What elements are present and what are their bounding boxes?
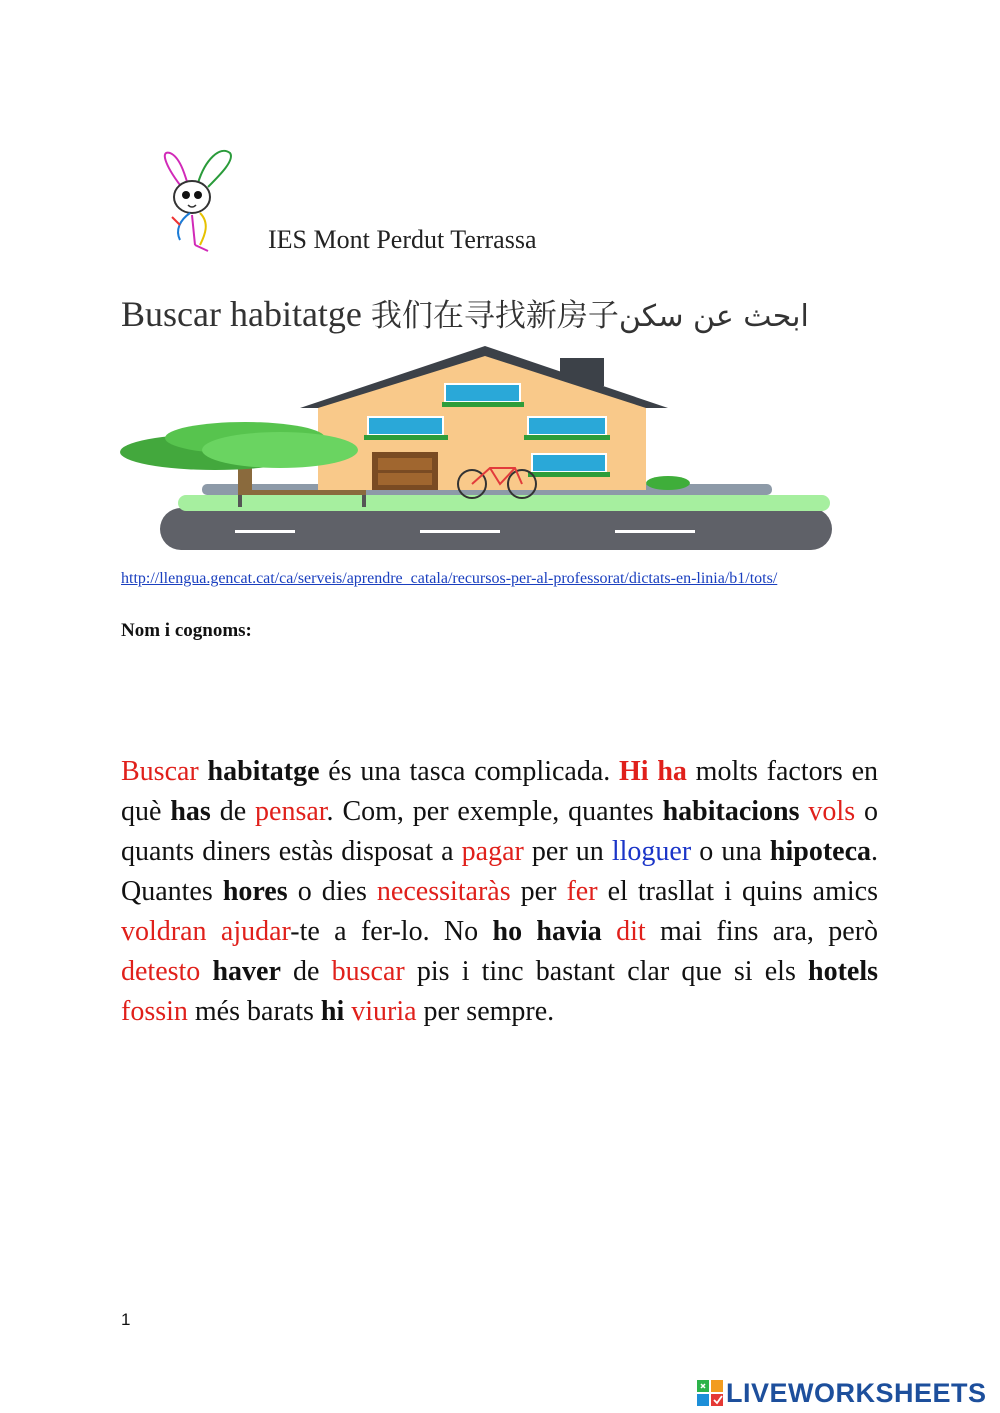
text-segment <box>200 956 212 987</box>
dictation-source-link[interactable]: http://llengua.gencat.cat/ca/serveis/aprendre_catala/recursos-per-al-professorat/dictats-en-linia/b1/tots/ <box>121 570 778 587</box>
red-word: fossin <box>121 996 188 1027</box>
red-word: fer <box>566 876 598 907</box>
text-segment: és una tasca complicada. <box>319 756 620 787</box>
title-catalan: Buscar habitatge <box>121 294 362 334</box>
bold-word: has <box>170 796 211 827</box>
liveworksheets-logo-icon <box>697 1380 723 1406</box>
text-segment <box>207 916 221 947</box>
bold-word: hores <box>222 876 288 907</box>
text-segment: mai fins ara, però <box>645 916 879 947</box>
school-name: IES Mont Perdut Terrassa <box>268 225 537 254</box>
bold-word: hi <box>320 996 345 1027</box>
text-segment: per un <box>523 836 612 867</box>
red-word: dit <box>616 916 646 947</box>
house-illustration <box>120 340 832 555</box>
bold-word: ho havia <box>492 916 602 947</box>
text-segment: més barats <box>187 996 321 1027</box>
title-arabic: ابحث عن سكن <box>618 299 809 334</box>
page-number: 1 <box>121 1310 131 1329</box>
red-word: vols <box>808 796 856 827</box>
red-word: detesto <box>121 956 201 987</box>
red-word: ajudar <box>220 916 291 947</box>
title-chinese: 我们在寻找新房子 <box>370 298 619 334</box>
text-segment <box>199 756 208 787</box>
name-field-label: Nom i cognoms: <box>121 620 252 641</box>
text-segment <box>602 916 616 947</box>
red-word: Buscar <box>121 756 199 787</box>
text-segment: o dies <box>287 876 377 907</box>
text-segment: de <box>280 956 332 987</box>
red-word: necessitaràs <box>376 876 511 907</box>
red-word: viuria <box>351 996 417 1027</box>
text-segment: de <box>210 796 256 827</box>
worksheet-title <box>121 290 809 335</box>
text-segment: o una <box>691 836 770 867</box>
text-segment: . Quantes <box>121 836 878 907</box>
bold-word: haver <box>212 956 281 987</box>
text-segment: per <box>510 876 567 907</box>
red-word: Hi ha <box>619 756 687 787</box>
text-segment: per sempre. <box>416 996 555 1027</box>
liveworksheets-brand[interactable] <box>697 1376 987 1410</box>
red-word: pagar <box>461 836 524 867</box>
text-segment: o quants diners estàs disposat a <box>121 796 878 867</box>
rabbit-mascot-logo <box>150 145 245 255</box>
text-segment: -te a fer-lo. No <box>290 916 493 947</box>
bold-word: hipoteca <box>769 836 871 867</box>
text-segment: molts factors en què <box>121 756 879 827</box>
bold-word: habitatge <box>207 756 320 787</box>
text-segment: pis i tinc bastant clar que si els <box>404 956 808 987</box>
red-word: pensar <box>255 796 327 827</box>
dictation-text <box>121 752 878 1032</box>
bold-word: hotels <box>808 956 878 987</box>
bold-word: habitacions <box>662 796 800 827</box>
blue-word: lloguer <box>611 836 692 867</box>
red-word: voldran <box>121 916 207 947</box>
brand-name: LIVEWORKSHEETS <box>726 1377 987 1408</box>
text-segment: . Com, per exemple, quantes <box>326 796 663 827</box>
text-segment: el trasllat i quins amics <box>597 876 878 907</box>
red-word: buscar <box>331 956 405 987</box>
